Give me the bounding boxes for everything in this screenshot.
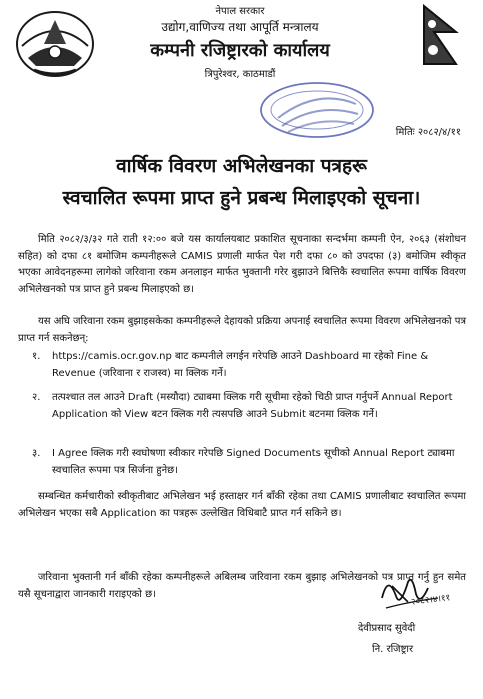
notice-title-line1: वार्षिक विवरण अभिलेखनका पत्रहरू <box>116 155 367 177</box>
nepal-emblem-icon <box>14 6 96 80</box>
signer-title: नि. रजिष्ट्रार <box>372 644 414 655</box>
list-item <box>32 446 464 479</box>
body-paragraph-4: जरिवाना भुक्तानी गर्न बाँकी रहेका कम्पनीहरूले अबिलम्ब जरिवाना रकम बुझाइ अभिलेखनको पत्र प्राप्त गर्नु हुन समेत यसै सूचनाद्वारा जानकारी गराइएको छ। <box>18 572 466 600</box>
body-paragraph-1: मिति २०८२/३/३२ गते राती १२:०० बजे यस कार्यालयबाट प्रकाशित सूचनाका सन्दर्भमा कम्पनी ऐन, २०६३ (संशोधन सहित) को दफा ८१ बमोजिम कम्पनीहरूले CAMIS प्रणाली मार्फत पेश गरी दफा ८० को उपदफा (३) बमोजिम स्वीकृत भएका आवेदनहरूमा लागेको जरिवाना रकम अनलाइन मार्फत भुक्तानी गरेर बुझाउने बित्तिकै स्वचालित रूपमा वार्षिक विवरण अभिलेखनको पत्र प्राप्त हुने प्रबन्ध मिलाइएको छ। <box>18 234 466 295</box>
notice-title-line2: स्वचालित रूपमा प्राप्त हुने प्रबन्ध मिलाइएको सूचना। <box>62 187 421 209</box>
list-item-text: I Agree क्लिक गरी स्वघोषणा स्वीकार गरेपछि Signed Documents सूचीको Annual Report ट्याबमा स्वचालित रूपमा पत्र सिर्जना हुनेछ। <box>52 448 455 476</box>
list-item-text: https://camis.ocr.gov.np बाट कम्पनीले लगईन गरेपछि आउने Dashboard मा रहेको Fine & Revenue (जरिवाना र राजस्व) मा क्लिक गर्ने। <box>52 351 429 379</box>
nepal-flag-icon <box>422 4 460 66</box>
government-name: नेपाल सरकार <box>215 6 265 17</box>
signer-name: देवीप्रसाद सुवेदी <box>358 623 416 634</box>
body-paragraph-2: यस अघि जरिवाना रकम बुझाइसकेका कम्पनीहरूले देहायको प्रक्रिया अपनाई स्वचालित रूपमा विवरण अभिलेखनको पत्र प्राप्त गर्न सकनेछन्: <box>18 316 466 344</box>
signature-date: २०८२।४।११ <box>410 593 451 608</box>
list-item-number: २. <box>32 392 41 403</box>
list-item-number: १. <box>32 351 41 362</box>
office-stamp-icon <box>258 80 376 140</box>
list-item-number: ३. <box>32 448 41 459</box>
notice-date: मितिः २०८२/४/११ <box>395 127 461 138</box>
office-address: त्रिपुरेश्वर, काठमाडौं <box>204 69 276 80</box>
body-paragraph-3: सम्बन्धित कर्मचारीको स्वीकृतीबाट अभिलेखन भई हस्ताक्षर गर्न बाँकी रहेका तथा CAMIS प्रणालीबाट स्वचालित रूपमा अभिलेखन भएका सबै Application का पत्रहरू उल्लेखित विधिबाटै प्राप्त गर्न सकिने छ। <box>18 491 466 519</box>
list-item-text: तत्पश्चात तल आउने Draft (मस्यौदा) ट्याबमा क्लिक गरी सूचीमा रहेको चिठी प्राप्त गर्नुपर्ने Annual Report Application को View बटन क्लिक गरी त्यसपछि आउने Submit बटनमा क्लिक गर्ने। <box>52 392 453 420</box>
list-item <box>32 349 464 382</box>
ministry-name: उद्योग,वाणिज्य तथा आपूर्ति मन्त्रालय <box>161 20 319 34</box>
office-name: कम्पनी रजिष्ट्रारको कार्यालय <box>150 40 330 61</box>
list-item <box>32 390 464 423</box>
